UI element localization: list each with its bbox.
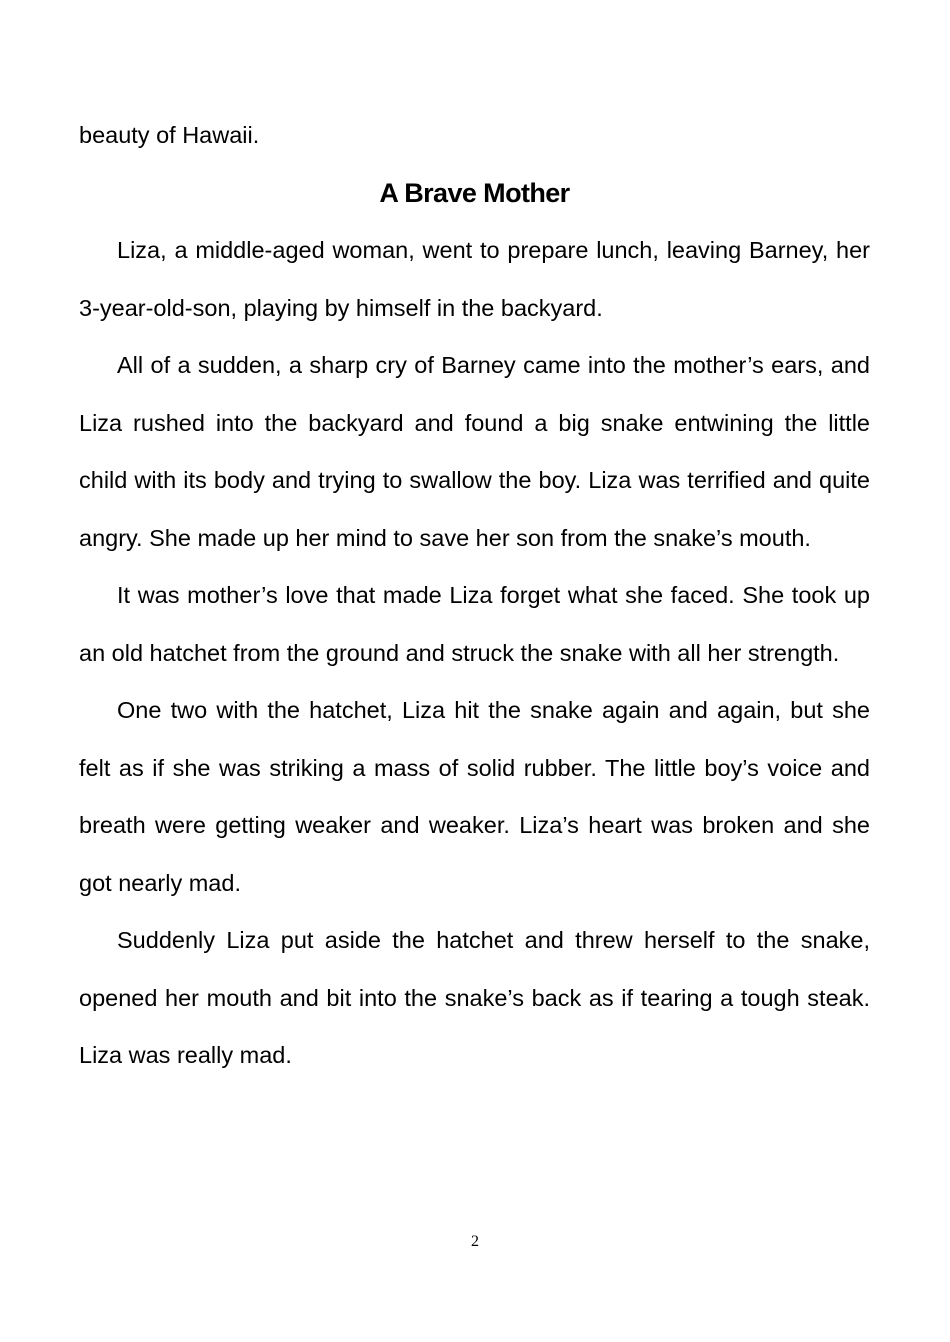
document-page (79, 107, 870, 1085)
continued-text: beauty of Hawaii. (79, 122, 260, 148)
paragraph-4: One two with the hatchet, Liza hit the snake again and again, but she felt as if she was striking a mass of solid rubber. The little boy’s voice and breath were getting weaker and weaker. Liza’s heart was broken and she got nearly mad. (79, 697, 870, 896)
paragraph-5: Suddenly Liza put aside the hatchet and threw herself to the snake, opened her mouth and bit into the snake’s back as if tearing a tough steak. Liza was really mad. (79, 927, 870, 1068)
page-number: 2 (471, 1233, 479, 1250)
paragraph-3: It was mother’s love that made Liza forget what she faced. She took up an old hatchet from the ground and struck the snake with all her strength. (79, 582, 870, 666)
story-title: A Brave Mother (379, 177, 570, 208)
paragraph-2: All of a sudden, a sharp cry of Barney came into the mother’s ears, and Liza rushed into the backyard and found a big snake entwining the little child with its body and trying to swallow the boy. Liza was terrified and quite angry. She made up her mind to save her son from the snake’s mouth. (79, 352, 870, 551)
paragraph-1: Liza, a middle-aged woman, went to prepare lunch, leaving Barney, her 3-year-old-son, playing by himself in the backyard. (79, 237, 870, 321)
